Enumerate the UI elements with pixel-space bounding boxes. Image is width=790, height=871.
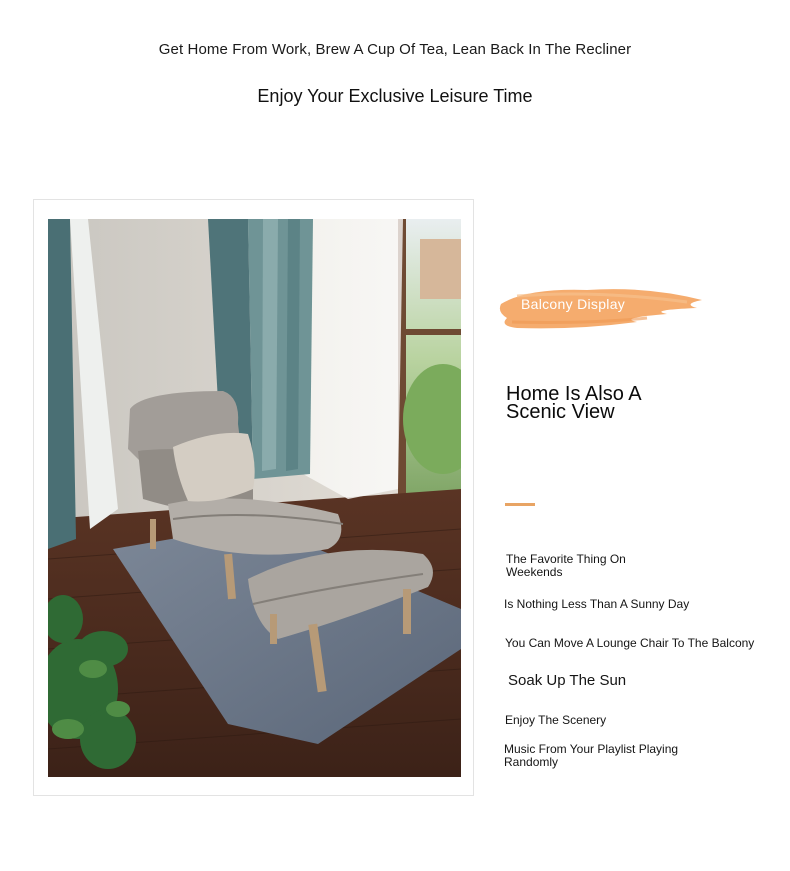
tagline-secondary: Enjoy Your Exclusive Leisure Time (257, 86, 533, 106)
product-photo-frame (33, 199, 474, 796)
tagline-primary: Get Home From Work, Brew A Cup Of Tea, Lean Back In The Recliner (158, 41, 632, 58)
balcony-display-badge (497, 282, 707, 332)
badge-label: Balcony Display (521, 296, 626, 312)
section-heading (506, 385, 706, 421)
feature-item: You Can Move A Lounge Chair To The Balcony (505, 636, 755, 650)
recliner-balcony-image (48, 219, 461, 777)
heading-line-1: Home Is Also A (506, 383, 642, 405)
feature-item: Is Nothing Less Than A Sunny Day (504, 597, 690, 611)
feature-item: The Favorite Thing On Weekends (506, 552, 626, 579)
heading-line-2: Scenic View (506, 401, 615, 423)
feature-item: Enjoy The Scenery (505, 713, 607, 727)
product-photo (48, 219, 461, 777)
accent-divider (505, 503, 535, 506)
feature-item-highlight: Soak Up The Sun (508, 672, 627, 689)
feature-item: Music From Your Playlist Playing Randomly (504, 742, 679, 769)
